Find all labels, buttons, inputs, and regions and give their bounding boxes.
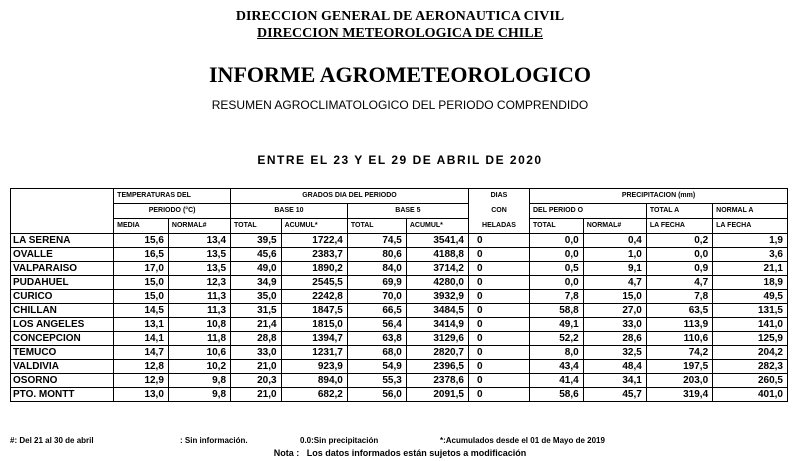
value-cell: 56,4 xyxy=(347,318,406,332)
value-cell: 4,7 xyxy=(583,276,646,290)
base5-header: BASE 5 xyxy=(347,204,468,219)
table-row xyxy=(11,388,788,402)
value-cell: 9,8 xyxy=(168,374,230,388)
value-cell: 125,9 xyxy=(713,332,788,346)
value-cell: 0,0 xyxy=(646,248,712,262)
value-cell: 2091,5 xyxy=(406,388,468,402)
temp-group-header: TEMPERATURAS DEL xyxy=(114,189,231,204)
value-cell: 14,7 xyxy=(114,346,169,360)
value-cell: 39,5 xyxy=(231,234,282,248)
value-cell: 34,9 xyxy=(231,276,282,290)
org-name: DIRECCION GENERAL DE AERONAUTICA CIVIL xyxy=(235,9,565,24)
station-name-cell: LOS ANGELES xyxy=(11,318,114,332)
value-cell: 74,2 xyxy=(646,346,712,360)
value-cell: 0,9 xyxy=(646,262,712,276)
value-cell: 48,4 xyxy=(583,360,646,374)
value-cell: 1847,5 xyxy=(281,304,347,318)
value-cell: 28,8 xyxy=(231,332,282,346)
total-b5-header: TOTAL xyxy=(347,219,406,234)
value-cell: 13,0 xyxy=(114,388,169,402)
value-cell: 0,0 xyxy=(530,234,584,248)
station-name-cell: VALDIVIA xyxy=(11,360,114,374)
value-cell: 11,3 xyxy=(168,290,230,304)
station-name-cell: CHILLAN xyxy=(11,304,114,318)
value-cell: 12,8 xyxy=(114,360,169,374)
station-name-cell: PUDAHUEL xyxy=(11,276,114,290)
con-header: CON xyxy=(468,204,529,219)
value-cell: 80,6 xyxy=(347,248,406,262)
value-cell: 13,5 xyxy=(168,248,230,262)
value-cell: 204,2 xyxy=(713,346,788,360)
value-cell: 0 xyxy=(468,346,529,360)
org-subdivision: DIRECCION METEOROLOGICA DE CHILE xyxy=(257,26,543,41)
value-cell: 15,0 xyxy=(114,276,169,290)
station-header-blank-2 xyxy=(11,204,114,219)
la-fecha-header-2: LA FECHA xyxy=(713,219,788,234)
value-cell: 260,5 xyxy=(713,374,788,388)
value-cell: 0 xyxy=(468,388,529,402)
station-name-cell: OSORNO xyxy=(11,374,114,388)
value-cell: 3541,4 xyxy=(406,234,468,248)
value-cell: 1,0 xyxy=(583,248,646,262)
disclaimer-label: Nota : xyxy=(273,448,300,458)
normal-precip-header: NORMAL# xyxy=(583,219,646,234)
table-row xyxy=(11,248,788,262)
value-cell: 49,5 xyxy=(713,290,788,304)
dias-header: DIAS xyxy=(468,189,529,204)
value-cell: 49,1 xyxy=(530,318,584,332)
value-cell: 58,8 xyxy=(530,304,584,318)
value-cell: 16,5 xyxy=(114,248,169,262)
table-row xyxy=(11,304,788,318)
value-cell: 1815,0 xyxy=(281,318,347,332)
value-cell: 3932,9 xyxy=(406,290,468,304)
value-cell: 45,7 xyxy=(583,388,646,402)
value-cell: 70,0 xyxy=(347,290,406,304)
value-cell: 682,2 xyxy=(281,388,347,402)
disclaimer-text: Los datos informados están sujetos a modificación xyxy=(306,448,527,458)
value-cell: 2378,6 xyxy=(406,374,468,388)
footnote-zero: 0.0:Sin precipitación xyxy=(300,436,379,445)
value-cell: 63,8 xyxy=(347,332,406,346)
value-cell: 14,5 xyxy=(114,304,169,318)
normal-temp-header: NORMAL# xyxy=(168,219,230,234)
value-cell: 15,6 xyxy=(114,234,169,248)
report-period: ENTRE EL 23 Y EL 29 DE ABRIL DE 2020 xyxy=(257,153,543,167)
value-cell: 35,0 xyxy=(231,290,282,304)
value-cell: 141,0 xyxy=(713,318,788,332)
value-cell: 0,5 xyxy=(530,262,584,276)
degree-days-header: GRADOS DIA DEL PERIODO xyxy=(231,189,469,204)
value-cell: 63,5 xyxy=(646,304,712,318)
table-row xyxy=(11,360,788,374)
value-cell: 58,6 xyxy=(530,388,584,402)
value-cell: 110,6 xyxy=(646,332,712,346)
value-cell: 18,9 xyxy=(713,276,788,290)
table-row xyxy=(11,318,788,332)
station-name-cell: LA SERENA xyxy=(11,234,114,248)
value-cell: 4280,0 xyxy=(406,276,468,290)
station-header-blank-3 xyxy=(11,219,114,234)
value-cell: 31,5 xyxy=(231,304,282,318)
value-cell: 21,0 xyxy=(231,388,282,402)
value-cell: 401,0 xyxy=(713,388,788,402)
value-cell: 8,0 xyxy=(530,346,584,360)
station-name-cell: VALPARAISO xyxy=(11,262,114,276)
table-body xyxy=(11,234,788,402)
total-precip-header: TOTAL xyxy=(530,219,584,234)
value-cell: 203,0 xyxy=(646,374,712,388)
station-name-cell: CONCEPCION xyxy=(11,332,114,346)
value-cell: 0 xyxy=(468,374,529,388)
value-cell: 9,8 xyxy=(168,388,230,402)
value-cell: 45,6 xyxy=(231,248,282,262)
temp-period-header: PERIODO (°C) xyxy=(114,204,231,219)
acumul-b5-header: ACUMUL* xyxy=(406,219,468,234)
station-name-cell: PTO. MONTT xyxy=(11,388,114,402)
value-cell: 0,0 xyxy=(530,276,584,290)
value-cell: 15,0 xyxy=(114,290,169,304)
value-cell: 13,1 xyxy=(114,318,169,332)
normal-a-header: NORMAL A xyxy=(713,204,788,219)
table-row xyxy=(11,346,788,360)
value-cell: 11,8 xyxy=(168,332,230,346)
value-cell: 0 xyxy=(468,304,529,318)
value-cell: 131,5 xyxy=(713,304,788,318)
value-cell: 3484,5 xyxy=(406,304,468,318)
agro-summary-table xyxy=(10,188,788,402)
value-cell: 2820,7 xyxy=(406,346,468,360)
value-cell: 923,9 xyxy=(281,360,347,374)
value-cell: 4188,8 xyxy=(406,248,468,262)
station-name-cell: TEMUCO xyxy=(11,346,114,360)
table-row xyxy=(11,332,788,346)
value-cell: 0 xyxy=(468,234,529,248)
value-cell: 0 xyxy=(468,248,529,262)
value-cell: 282,3 xyxy=(713,360,788,374)
value-cell: 34,1 xyxy=(583,374,646,388)
value-cell: 21,4 xyxy=(231,318,282,332)
value-cell: 12,3 xyxy=(168,276,230,290)
value-cell: 0 xyxy=(468,290,529,304)
value-cell: 21,1 xyxy=(713,262,788,276)
la-fecha-header-1: LA FECHA xyxy=(646,219,712,234)
value-cell: 3129,6 xyxy=(406,332,468,346)
value-cell: 13,5 xyxy=(168,262,230,276)
value-cell: 0,2 xyxy=(646,234,712,248)
table-row xyxy=(11,290,788,304)
value-cell: 894,0 xyxy=(281,374,347,388)
footnote-dots: : Sin información. xyxy=(180,436,248,445)
value-cell: 1394,7 xyxy=(281,332,347,346)
value-cell: 21,0 xyxy=(231,360,282,374)
value-cell: 9,1 xyxy=(583,262,646,276)
value-cell: 4,7 xyxy=(646,276,712,290)
value-cell: 0 xyxy=(468,360,529,374)
value-cell: 14,1 xyxy=(114,332,169,346)
report-title: INFORME AGROMETEOROLOGICO xyxy=(209,62,591,87)
table-row xyxy=(11,262,788,276)
value-cell: 33,0 xyxy=(231,346,282,360)
value-cell: 69,9 xyxy=(347,276,406,290)
value-cell: 66,5 xyxy=(347,304,406,318)
del-periodo-header: DEL PERIOD O xyxy=(530,204,647,219)
station-header-blank xyxy=(11,189,114,204)
value-cell: 0,4 xyxy=(583,234,646,248)
value-cell: 0 xyxy=(468,332,529,346)
heladas-header: HELADAS xyxy=(468,219,529,234)
value-cell: 1231,7 xyxy=(281,346,347,360)
value-cell: 74,5 xyxy=(347,234,406,248)
total-a-header: TOTAL A xyxy=(646,204,712,219)
table-row xyxy=(11,276,788,290)
value-cell: 0,0 xyxy=(530,248,584,262)
value-cell: 28,6 xyxy=(583,332,646,346)
precip-header: PRECIPITACION (mm) xyxy=(530,189,788,204)
value-cell: 33,0 xyxy=(583,318,646,332)
value-cell: 68,0 xyxy=(347,346,406,360)
value-cell: 7,8 xyxy=(530,290,584,304)
value-cell: 20,3 xyxy=(231,374,282,388)
value-cell: 2396,5 xyxy=(406,360,468,374)
value-cell: 3414,9 xyxy=(406,318,468,332)
value-cell: 27,0 xyxy=(583,304,646,318)
total-b10-header: TOTAL xyxy=(231,219,282,234)
table-row xyxy=(11,234,788,248)
value-cell: 10,6 xyxy=(168,346,230,360)
value-cell: 319,4 xyxy=(646,388,712,402)
value-cell: 11,3 xyxy=(168,304,230,318)
value-cell: 12,9 xyxy=(114,374,169,388)
media-header: MEDIA xyxy=(114,219,169,234)
value-cell: 3714,2 xyxy=(406,262,468,276)
base10-header: BASE 10 xyxy=(231,204,348,219)
value-cell: 197,5 xyxy=(646,360,712,374)
acumul-b10-header: ACUMUL* xyxy=(281,219,347,234)
value-cell: 113,9 xyxy=(646,318,712,332)
footnote-star: *:Acumulados desde el 01 de Mayo de 2019 xyxy=(440,436,605,445)
station-name-cell: CURICO xyxy=(11,290,114,304)
value-cell: 7,8 xyxy=(646,290,712,304)
value-cell: 0 xyxy=(468,262,529,276)
disclaimer xyxy=(0,448,800,459)
table-row xyxy=(11,374,788,388)
value-cell: 2545,5 xyxy=(281,276,347,290)
value-cell: 10,2 xyxy=(168,360,230,374)
value-cell: 52,2 xyxy=(530,332,584,346)
value-cell: 3,6 xyxy=(713,248,788,262)
value-cell: 2383,7 xyxy=(281,248,347,262)
report-subtitle: RESUMEN AGROCLIMATOLOGICO DEL PERIODO COMPRENDIDO xyxy=(211,98,589,112)
value-cell: 56,0 xyxy=(347,388,406,402)
value-cell: 0 xyxy=(468,276,529,290)
value-cell: 1722,4 xyxy=(281,234,347,248)
value-cell: 17,0 xyxy=(114,262,169,276)
footnote-hash: #: Del 21 al 30 de abril xyxy=(10,436,94,445)
value-cell: 49,0 xyxy=(231,262,282,276)
value-cell: 13,4 xyxy=(168,234,230,248)
value-cell: 1890,2 xyxy=(281,262,347,276)
value-cell: 43,4 xyxy=(530,360,584,374)
value-cell: 41,4 xyxy=(530,374,584,388)
value-cell: 10,8 xyxy=(168,318,230,332)
value-cell: 55,3 xyxy=(347,374,406,388)
value-cell: 1,9 xyxy=(713,234,788,248)
value-cell: 15,0 xyxy=(583,290,646,304)
value-cell: 0 xyxy=(468,318,529,332)
station-name-cell: OVALLE xyxy=(11,248,114,262)
value-cell: 32,5 xyxy=(583,346,646,360)
value-cell: 2242,8 xyxy=(281,290,347,304)
value-cell: 84,0 xyxy=(347,262,406,276)
value-cell: 54,9 xyxy=(347,360,406,374)
